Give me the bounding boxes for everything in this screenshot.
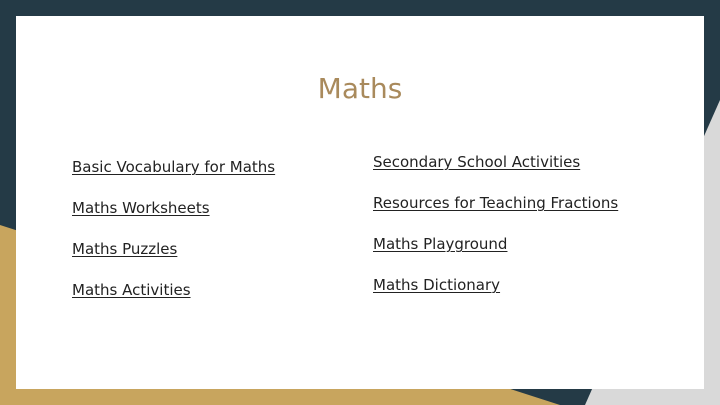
link-maths-activities[interactable]: Maths Activities [72, 281, 191, 299]
page-title: Maths [317, 72, 403, 105]
link-secondary-school-activities[interactable]: Secondary School Activities [373, 153, 581, 171]
link-basic-vocabulary[interactable]: Basic Vocabulary for Maths [72, 158, 276, 176]
link-maths-dictionary[interactable]: Maths Dictionary [373, 276, 501, 294]
link-maths-puzzles[interactable]: Maths Puzzles [72, 240, 178, 258]
link-teaching-fractions[interactable]: Resources for Teaching Fractions [373, 194, 619, 212]
link-maths-playground[interactable]: Maths Playground [373, 235, 508, 253]
link-maths-worksheets[interactable]: Maths Worksheets [72, 199, 210, 217]
